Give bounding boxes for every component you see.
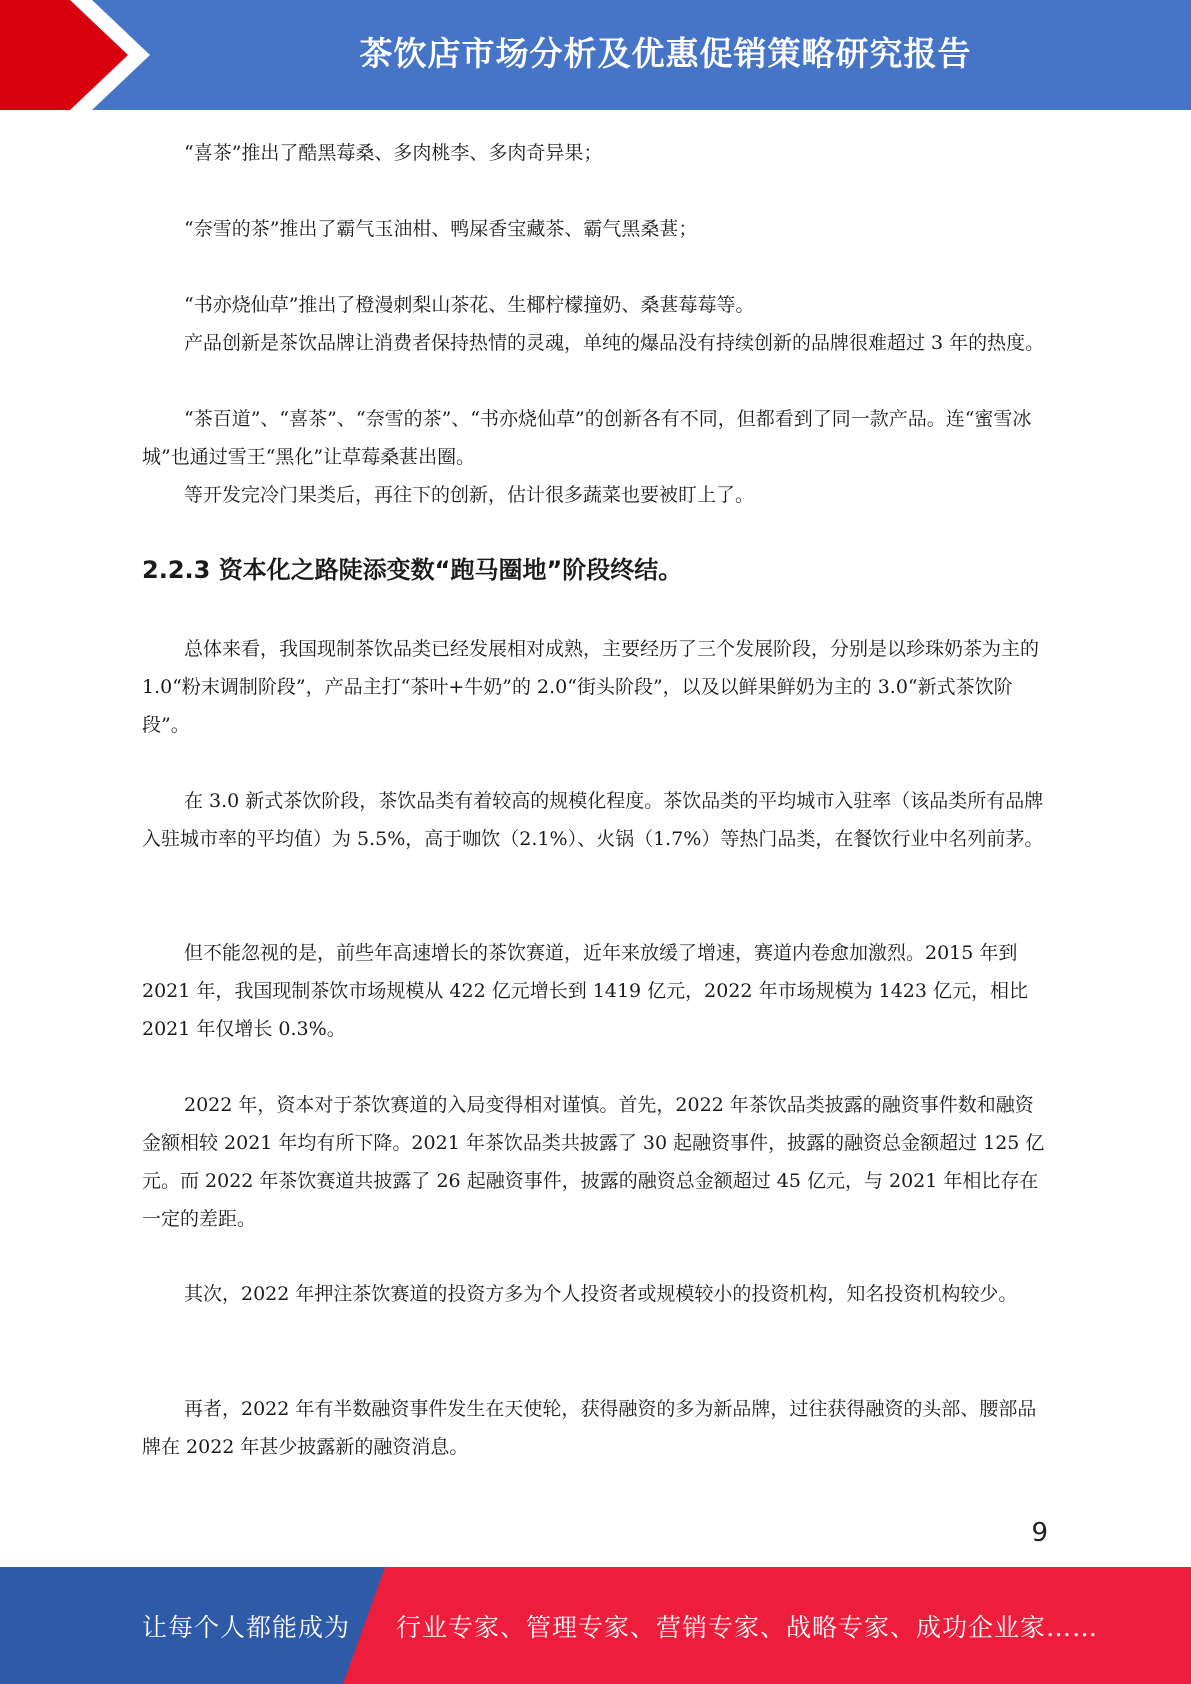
paragraph-market-size: 但不能忽视的是，前些年高速增长的茶饮赛道，近年来放缓了增速，赛道内卷愈加激烈。2015 年到 2021 年，我国现制茶饮市场规模从 422 亿元增长到 1419 亿元，2022 年市场规模为 1423 亿元，相比 2021 年仅增长 0.3%。 bbox=[142, 942, 1028, 1040]
paragraph-investors: 其次，2022 年押注茶饮赛道的投资方多为个人投资者或规模较小的投资机构，知名投资机构较少。 bbox=[184, 1283, 1018, 1305]
report-title: 茶饮店市场分析及优惠促销策略研究报告 bbox=[359, 34, 972, 73]
paragraph-shuyi: “书亦烧仙草”推出了橙漫刺梨山茶花、生椰柠檬撞奶、桑葚莓莓等。 bbox=[184, 294, 755, 316]
footer-slogan-right: 行业专家、管理专家、营销专家、战略专家、成功企业家…… bbox=[396, 1613, 1099, 1642]
paragraph-angel-round: 再者，2022 年有半数融资事件发生在天使轮，获得融资的多为新品牌，过往获得融资的头部、腰部品牌在 2022 年甚少披露新的融资消息。 bbox=[142, 1398, 1037, 1458]
paragraph-financing: 2022 年，资本对于茶饮赛道的入局变得相对谨慎。首先，2022 年茶饮品类披露的融资事件数和融资金额相较 2021 年均有所下降。2021 年茶饮品类共披露了 30 起融资事件，披露的融资总金额超过 125 亿元。而 2022 年茶饮赛道共披露了 26 起融资事件，披露的融资总金额超过 45 亿元，与 2021 年相比存在一定的差距。 bbox=[142, 1094, 1045, 1230]
page-number: 9 bbox=[1031, 1518, 1048, 1548]
paragraph-stages: 总体来看，我国现制茶饮品类已经发展相对成熟，主要经历了三个发展阶段，分别是以珍珠奶茶为主的 1.0“粉末调制阶段”，产品主打“茶叶+牛奶”的 2.0“街头阶段”，以及以鲜果鲜奶为主的 3.0“新式茶饮阶段”。 bbox=[142, 638, 1040, 736]
paragraph-brands: “茶百道”、“喜茶”、“奈雪的茶”、“书亦烧仙草”的创新各有不同，但都看到了同一款产品。连“蜜雪冰城”也通过雪王“黑化”让草莓桑葚出圈。 bbox=[142, 408, 1032, 468]
section-heading: 2.2.3 资本化之路陡添变数“跑马圈地”阶段终结。 bbox=[142, 556, 683, 584]
page-header bbox=[0, 0, 1191, 110]
paragraph-xicha: “喜茶”推出了酷黑莓桑、多肉桃李、多肉奇异果； bbox=[184, 142, 603, 164]
paragraph-vegetables: 等开发完冷门果类后，再往下的创新，估计很多蔬菜也要被盯上了。 bbox=[184, 484, 755, 506]
paragraph-naixue: “奈雪的茶”推出了霸气玉油柑、鸭屎香宝藏茶、霸气黑桑葚； bbox=[184, 218, 698, 240]
page-footer bbox=[0, 1567, 1191, 1684]
paragraph-scale: 在 3.0 新式茶饮阶段，茶饮品类有着较高的规模化程度。茶饮品类的平均城市入驻率（该品类所有品牌入驻城市率的平均值）为 5.5%，高于咖饮（2.1%）、火锅（1.7%）等热门品类，在餐饮行业中名列前茅。 bbox=[142, 790, 1044, 850]
footer-slogan-left: 让每个人都能成为 bbox=[142, 1613, 351, 1642]
paragraph-innovation: 产品创新是茶饮品牌让消费者保持热情的灵魂，单纯的爆品没有持续创新的品牌很难超过 3 年的热度。 bbox=[184, 332, 1045, 354]
